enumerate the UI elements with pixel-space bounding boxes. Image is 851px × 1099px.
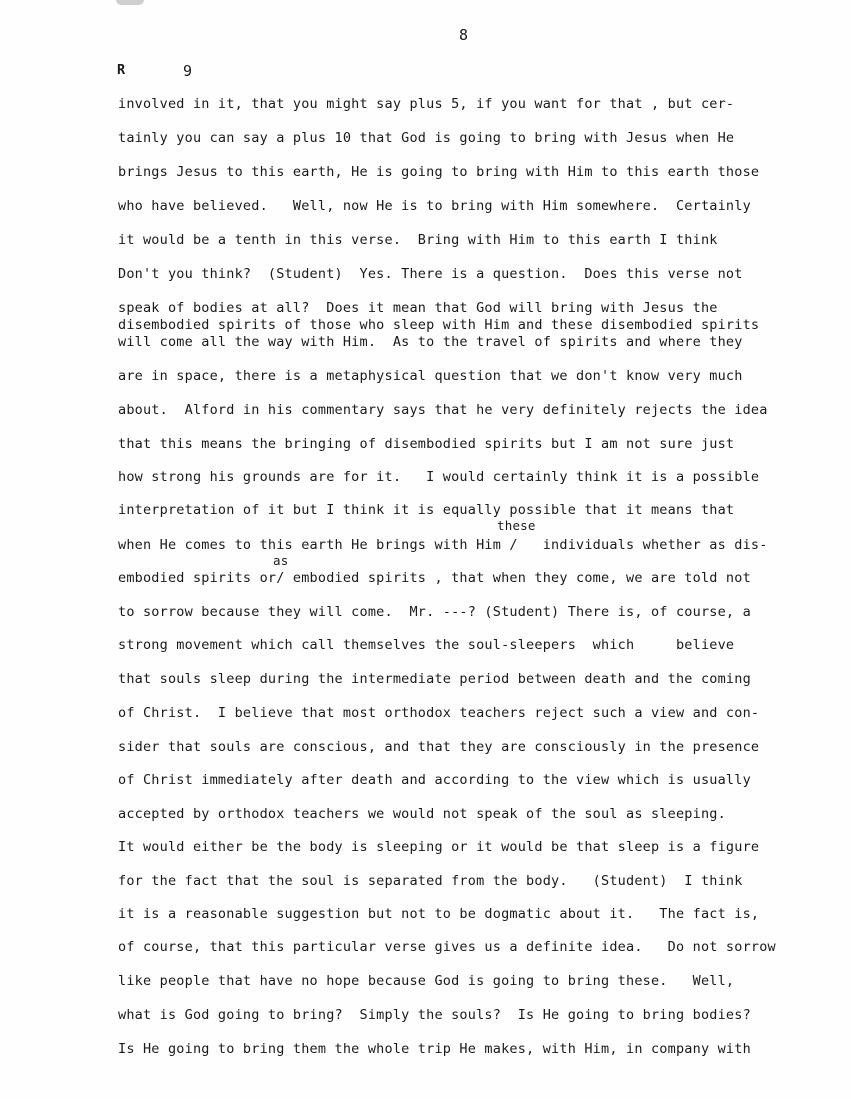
insertion-these: these [497,518,536,533]
text-line: about. Alford in his commentary says that he very definitely rejects the idea [118,402,768,418]
corner-mark [116,0,144,5]
text-line: who have believed. Well, now He is to bring with Him somewhere. Certainly [118,198,751,214]
text-line: like people that have no hope because God is going to bring these. Well, [118,973,735,989]
text-line: that this means the bringing of disembodied spirits but I am not sure just [118,436,735,452]
reference-letter: R [117,62,126,78]
text-line: strong movement which call themselves the soul-sleepers which believe [118,637,735,653]
page-number: 8 [459,26,469,44]
text-line: of Christ immediately after death and according to the view which is usually [118,772,751,788]
text-line: to sorrow because they will come. Mr. ---? (Student) There is, of course, a [118,604,751,620]
text-line: what is God going to bring? Simply the souls? Is He going to bring bodies? [118,1007,751,1023]
text-line: accepted by orthodox teachers we would not speak of the soul as sleeping. [118,806,726,822]
text-line: will come all the way with Him. As to the travel of spirits and where they [118,334,743,350]
text-line: for the fact that the soul is separated from the body. (Student) I think [118,873,743,889]
text-line: of course, that this particular verse gives us a definite idea. Do not sorrow [118,939,776,955]
text-line: that souls sleep during the intermediate period between death and the coming [118,671,751,687]
text-line: Is He going to bring them the whole trip He makes, with Him, in company with [118,1041,751,1057]
text-line: involved in it, that you might say plus 5, if you want for that , but cer- [118,96,735,112]
text-line: it would be a tenth in this verse. Bring with Him to this earth I think [118,232,718,248]
text-line: tainly you can say a plus 10 that God is going to bring with Jesus when He [118,130,735,146]
insertion-as: as [273,553,289,568]
text-line: disembodied spirits of those who sleep with Him and these disembodied spirits [118,317,760,333]
text-line: speak of bodies at all? Does it mean that God will bring with Jesus the [118,300,718,316]
text-line: interpretation of it but I think it is equally possible that it means that [118,502,735,518]
reference-number: 9 [183,62,193,80]
text-line: it is a reasonable suggestion but not to be dogmatic about it. The fact is, [118,906,760,922]
text-line: sider that souls are conscious, and that they are consciously in the presence [118,739,760,755]
text-line: are in space, there is a metaphysical question that we don't know very much [118,368,743,384]
text-line: Don't you think? (Student) Yes. There is a question. Does this verse not [118,266,743,282]
text-line: It would either be the body is sleeping or it would be that sleep is a figure [118,839,760,855]
text-line: when He comes to this earth He brings with Him / individuals whether as dis- [118,537,768,553]
text-line: brings Jesus to this earth, He is going to bring with Him to this earth those [118,164,760,180]
text-line: embodied spirits or/ embodied spirits , that when they come, we are told not [118,570,751,586]
text-line: of Christ. I believe that most orthodox teachers reject such a view and con- [118,705,760,721]
text-line: how strong his grounds are for it. I would certainly think it is a possible [118,469,760,485]
